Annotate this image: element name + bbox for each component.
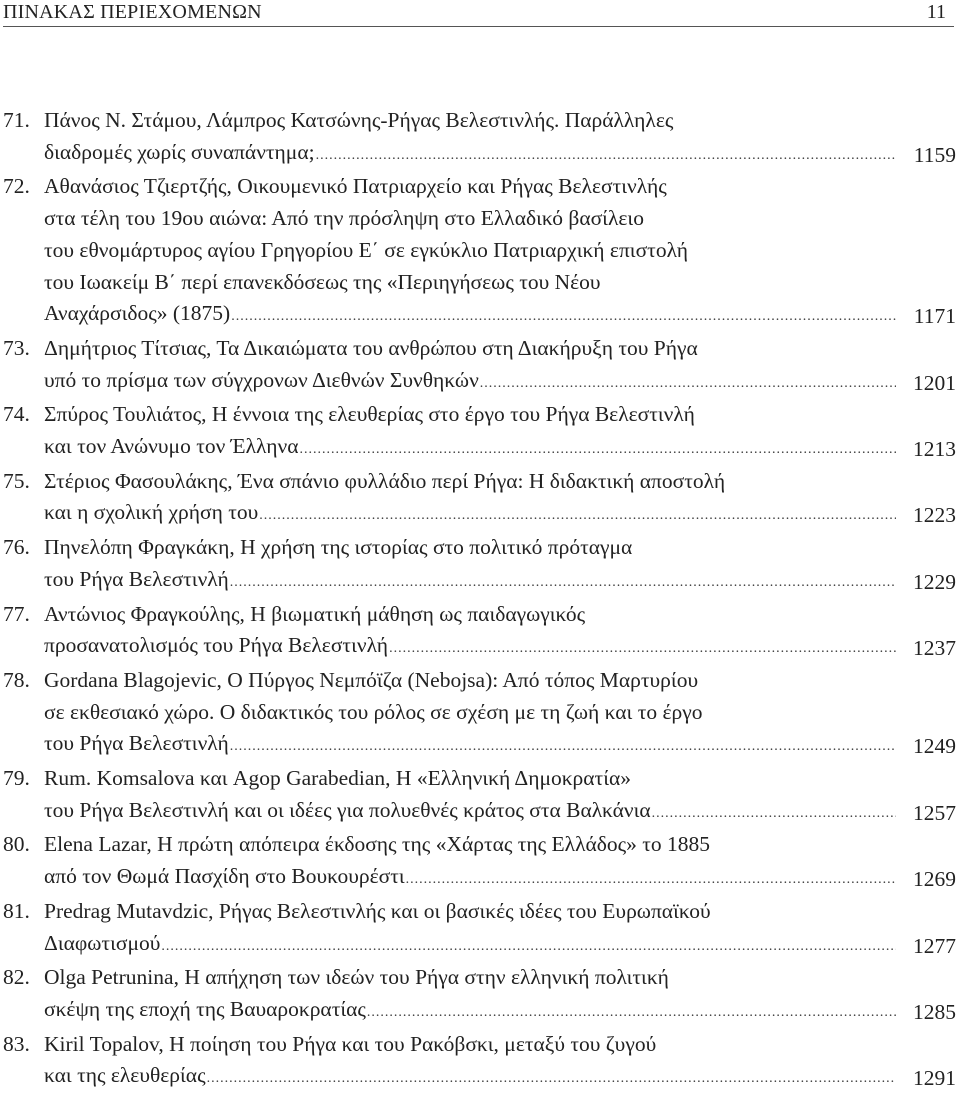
toc-entry-page-number: 1229 [913, 569, 956, 594]
toc-entry-title-text: προσανατολισμός του Ρήγα Βελεστινλή [44, 633, 389, 658]
running-header [3, 0, 954, 27]
toc-entry-title-text: Διαφωτισμού [44, 930, 161, 955]
toc-entry-number: 78. [3, 667, 30, 692]
toc-entry-line [44, 1060, 898, 1095]
toc-entry [3, 829, 957, 895]
toc-entry-line: Predrag Mutavdzic, Ρήγας Βελεστινλής και οι βασικές ιδέες του Ευρωπαϊκού [44, 898, 711, 923]
toc-entry-title-text: του Ρήγα Βελεστινλή [44, 566, 229, 591]
dot-leader [316, 140, 896, 172]
toc-entry-line [44, 728, 898, 763]
toc-entry-line: σε εκθεσιακό χώρο. Ο διδακτικός του ρόλος σε σχέση με τη ζωή και το έργο [44, 699, 703, 724]
toc-entry-line: Elena Lazar, Η πρώτη απόπειρα έκδοσης της «Χάρτας της Ελλάδος» το 1885 [44, 832, 711, 857]
toc-entry-title-text: και τον Ανώνυμο τον Έλληνα [44, 434, 299, 459]
toc-entry-number: 71. [3, 108, 30, 132]
toc-entry-body [44, 399, 956, 465]
toc-entry-number: 81. [3, 898, 30, 923]
toc-entry [3, 171, 957, 333]
toc-entry-line [44, 431, 898, 466]
toc-entry-number: 75. [3, 468, 30, 493]
dot-leader [406, 864, 896, 896]
toc-entry-body [44, 333, 956, 399]
dot-leader [230, 567, 896, 599]
toc-entry-title-text: διαδρομές χωρίς συναπάντημα; [44, 139, 315, 164]
toc-entry-page-number: 1249 [913, 734, 956, 759]
toc-entry [3, 763, 957, 829]
toc-entry-number: 77. [3, 601, 30, 626]
toc-entry-page-number: 1171 [913, 304, 956, 329]
toc-entry-line [44, 497, 898, 532]
toc-entry-line [44, 365, 898, 400]
toc-entry-title-text: σκέψη της εποχή της Βαυαροκρατίας [44, 996, 366, 1021]
running-header-title: ΠΙΝΑΚΑΣ ΠΕΡΙΕΧΟΜΕΝΩΝ [3, 1, 262, 23]
toc-entry [3, 1029, 957, 1095]
toc-entry-title-text: του Ρήγα Βελεστινλή και οι ιδέες για πολυεθνές κράτος στα Βαλκάνια [44, 797, 651, 822]
toc-entry-number: 72. [3, 174, 30, 199]
toc-entry [3, 962, 957, 1028]
toc-entry [3, 466, 957, 532]
toc-entry [3, 532, 957, 598]
toc-entry-title-text: υπό το πρίσμα των σύγχρονων Διεθνών Συνθηκών [44, 367, 479, 392]
toc-entry-body [44, 171, 956, 333]
toc-entry-page-number: 1223 [913, 503, 956, 528]
toc-entry [3, 665, 957, 763]
toc-entry-body [44, 665, 956, 763]
toc-entry [3, 896, 957, 962]
toc-entry-page-number: 1201 [913, 370, 956, 395]
toc-entry-line: Kiril Topalov, Η ποίηση του Ρήγα και του Ρακόβσκι, μεταξύ του ζυγού [44, 1031, 657, 1056]
toc-entry-title-text: από τον Θωμά Πασχίδη στο Βουκουρέστι [44, 864, 405, 889]
toc-entry-number: 74. [3, 402, 30, 427]
toc-entry [3, 105, 957, 171]
toc-entry-title-text: του Ρήγα Βελεστινλή [44, 731, 229, 756]
toc-entry-line: Στέριος Φασουλάκης, Ένα σπάνιο φυλλάδιο περί Ρήγα: Η διδακτική αποστολή [44, 468, 726, 493]
toc-entry-body [44, 466, 956, 532]
toc-entry-title-text: και η σχολική χρήση του [44, 500, 259, 525]
toc-entry-line: Rum. Komsalova και Agop Garabedian, Η «Ελληνική Δημοκρατία» [44, 766, 631, 791]
toc-entry-number: 79. [3, 766, 30, 791]
toc-entry-number: 80. [3, 832, 30, 857]
toc-entry-line: Πηνελόπη Φραγκάκη, Η χρήση της ιστορίας στο πολιτικό πρόταγμα [44, 535, 633, 560]
toc-entry-body [44, 1029, 956, 1095]
toc-entry-title-text: Αναχάρσιδος» (1875) [44, 301, 231, 326]
toc-entry-body [44, 763, 956, 829]
toc-entry [3, 333, 957, 399]
toc-entry-body [44, 829, 956, 895]
toc-entry-line: Αθανάσιος Τζιερτζής, Οικουμενικό Πατριαρχείο και Ρήγας Βελεστινλής [44, 174, 667, 199]
toc-entry-number: 82. [3, 965, 30, 990]
toc-entry-page-number: 1285 [913, 999, 956, 1024]
toc-entry-body [44, 962, 956, 1028]
toc-entry [3, 599, 957, 665]
toc-entry-line [44, 630, 898, 665]
toc-entry [3, 399, 957, 465]
dot-leader [161, 931, 896, 963]
toc-entry-number: 76. [3, 535, 30, 560]
toc-entry-line: του Ιωακείμ Β΄ περί επανεκδόσεως της «Περιηγήσεως του Νέου [44, 269, 601, 294]
toc-entry-line: Πάνος Ν. Στάμου, Λάμπρος Κατσώνης-Ρήγας Βελεστινλής. Παράλληλες [44, 108, 674, 132]
dot-leader [480, 368, 896, 400]
dot-leader [389, 633, 896, 665]
running-header-page-number: 11 [926, 1, 946, 23]
toc-entry-body [44, 896, 956, 962]
toc-entry-line: Αντώνιος Φραγκούλης, Η βιωματική μάθηση ως παιδαγωγικός [44, 601, 586, 626]
toc-entry-line: του εθνομάρτυρος αγίου Γρηγορίου Ε΄ σε εγκύκλιο Πατριαρχική επιστολή [44, 237, 689, 262]
toc-entry-line: Olga Petrunina, Η απήχηση των ιδεών του Ρήγα στην ελληνική πολιτική [44, 965, 669, 990]
dot-leader [367, 997, 896, 1029]
toc-entry-page-number: 1237 [913, 636, 956, 661]
toc-entry-line [44, 137, 898, 172]
dot-leader [259, 500, 896, 532]
toc-entry-line: στα τέλη του 19ου αιώνα: Από την πρόσληψη στο Ελλαδικό βασίλειο [44, 206, 644, 231]
toc-entry-line [44, 994, 898, 1029]
toc-entry-line [44, 861, 898, 896]
toc-entry-line [44, 564, 898, 599]
toc-entry-number: 73. [3, 335, 30, 360]
toc-entry-line: Δημήτριος Τίτσιας, Τα Δικαιώματα του ανθρώπου στη Διακήρυξη του Ρήγα [44, 335, 698, 360]
dot-leader [299, 434, 896, 466]
toc-entry-line [44, 298, 898, 333]
table-of-contents [3, 105, 957, 1095]
toc-entry-number: 83. [3, 1031, 30, 1056]
toc-entry-line [44, 928, 898, 963]
toc-entry-page-number: 1213 [913, 437, 956, 462]
toc-entry-line: Σπύρος Τουλιάτος, Η έννοια της ελευθερίας στο έργο του Ρήγα Βελεστινλή [44, 402, 695, 427]
toc-entry-page-number: 1277 [913, 933, 956, 958]
dot-leader [652, 798, 896, 830]
toc-entry-page-number: 1159 [913, 142, 956, 167]
dot-leader [230, 731, 896, 763]
toc-entry-page-number: 1257 [913, 800, 956, 825]
dot-leader [231, 301, 896, 333]
toc-entry-body [44, 599, 956, 665]
toc-entry-body [44, 105, 956, 171]
dot-leader [207, 1063, 896, 1095]
toc-entry-line [44, 795, 898, 830]
toc-entry-page-number: 1269 [913, 867, 956, 892]
toc-entry-line: Gordana Blagojevic, Ο Πύργος Νεμπόϊζα (Nebojsa): Από τόπος Μαρτυρίου [44, 667, 699, 692]
toc-entry-title-text: και της ελευθερίας [44, 1063, 206, 1088]
toc-entry-page-number: 1291 [913, 1066, 956, 1091]
toc-entry-body [44, 532, 956, 598]
